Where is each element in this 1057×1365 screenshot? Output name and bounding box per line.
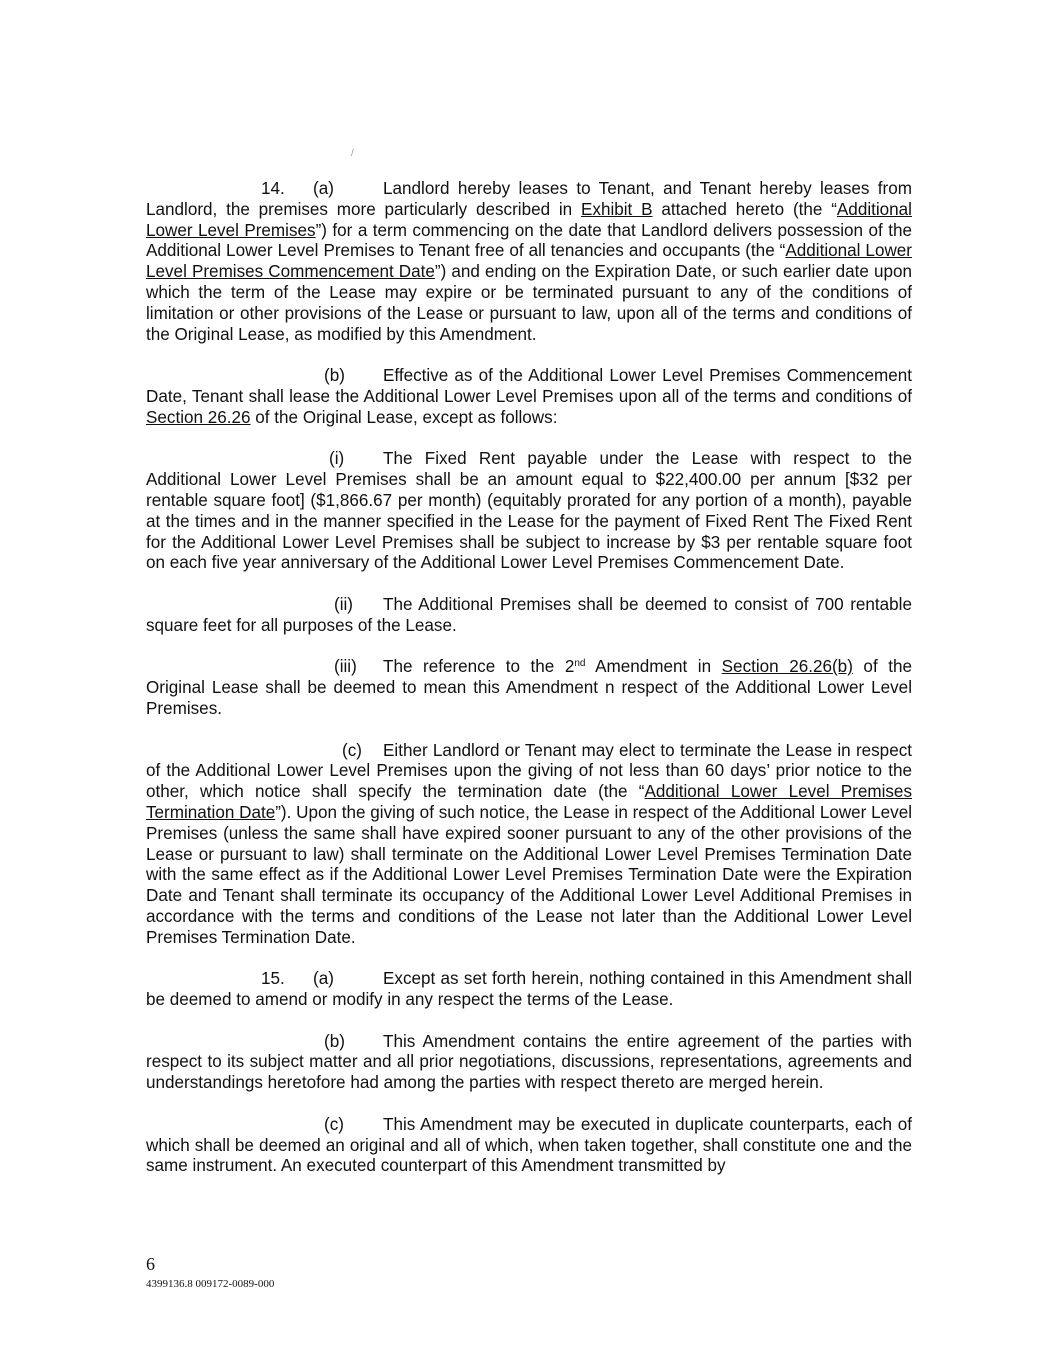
section-14a-label: (a) <box>313 179 334 198</box>
section-14b-iii-text-1: The reference to the 2 <box>383 657 575 677</box>
section-14b-paragraph <box>146 366 912 428</box>
page-number: 6 <box>146 1254 155 1274</box>
section-14c-text-1: Either Landlord or Tenant may elect to terminate the Lease in respect of the Additional Lower Level Premises upon the giving of not less than 60 days’ prior notice to the other, which notice shall specify the termination date (the “ <box>146 740 912 802</box>
section-15c-paragraph <box>146 1115 912 1177</box>
section-26-26b-reference: Section 26.26(b) <box>721 657 853 677</box>
section-14a-text-4: ”) and ending on the Expiration Date, or such earlier date upon which the term of the Lease may expire or be terminated pursuant to any of the conditions of limitation or other provisions of the Lease or pursuant to law, upon all of the terms and conditions of the Original Lease, as modified by this Amendment. <box>146 262 913 344</box>
section-15a-paragraph <box>146 969 912 1011</box>
section-14b-iii-text-2: Amendment in <box>585 657 722 677</box>
document-id: 4399136.8 009172-0089-000 <box>146 1278 275 1290</box>
section-14-number: 14. <box>261 179 285 198</box>
section-14b-iii-paragraph <box>146 657 912 719</box>
section-15c-text: This Amendment may be executed in duplicate counterparts, each of which shall be deemed an original and all of which, when taken together, shall constitute one and the same instrument. An executed counterpart of this Amendment transmitted by <box>146 1114 912 1176</box>
exhibit-b-reference: Exhibit B <box>581 199 653 219</box>
section-14b-ii-label: (ii) <box>334 594 353 614</box>
defined-term-additional-lower-level-premises: Additional Lower Level Premises <box>146 199 912 240</box>
section-15-number: 15. <box>261 969 285 989</box>
section-14a-text-1: Landlord hereby leases to Tenant, and Tenant hereby leases from Landlord, the premises more particularly described in <box>146 179 912 219</box>
section-14c-paragraph <box>146 741 912 949</box>
section-14b-iii-text-3: of the Original Lease shall be deemed to mean this Amendment n respect of the Additional Lower Level Premises. <box>146 657 912 718</box>
section-14b-label: (b) <box>324 366 345 386</box>
section-14b-i-label: (i) <box>329 449 345 469</box>
section-14c-text-2: ”). Upon the giving of such notice, the Lease in respect of the Additional Lower Level Premises (unless the same shall have expired sooner pursuant to any of the other provisions of the Lease or pursuant to law) shall terminate on the Additional Lower Level Premises Termination Date with the same effect as if the Additional Lower Level Premises Termination Date were the Expiration Date and Tenant shall terminate its occupancy of the Additional Lower Level Additional Premises in accordance with the terms and conditions of the Lease not later than the Additional Lower Level Premises Termination Date. <box>146 802 912 947</box>
defined-term-commencement-date: Additional Lower Level Premises Commencement Date <box>146 241 912 282</box>
page-footer <box>146 1254 274 1291</box>
section-15b-text: This Amendment contains the entire agreement of the parties with respect to its subject matter and all prior negotiations, discussions, representations, agreements and understandings heretofore had among the parties with respect thereto are merged herein. <box>146 1031 912 1093</box>
section-14a-text-3: ”) for a term commencing on the date that Landlord delivers possession of the Additional Lower Level Premises to Tenant free of all tenancies and occupants (the “ <box>146 220 912 261</box>
section-14b-i-paragraph <box>146 449 912 574</box>
section-14b-text-1: Effective as of the Additional Lower Level Premises Commencement Date, Tenant shall lease the Additional Lower Level Premises upon all of the terms and conditions of <box>146 366 912 406</box>
section-15a-text: Except as set forth herein, nothing contained in this Amendment shall be deemed to amend or modify in any respect the terms of the Lease. <box>146 969 912 1010</box>
defined-term-termination-date: Additional Lower Level Premises Termination Date <box>146 782 912 822</box>
section-14b-i-text: The Fixed Rent payable under the Lease with respect to the Additional Lower Level Premises shall be an amount equal to $22,400.00 per annum [$32 per rentable square foot] ($1,866.67 per month) (equitably prorated for any portion of a month), payable at the times and in the manner specified in the Lease for the payment of Fixed Rent The Fixed Rent for the Additional Lower Level Premises shall be subject to increase by $3 per rentable square foot on each five year anniversary of the Additional Lower Level Premises Commencement Date. <box>146 449 912 573</box>
document-body <box>146 179 912 1177</box>
section-14a-paragraph <box>146 179 912 345</box>
section-14b-iii-label: (iii) <box>334 657 357 677</box>
section-26-26-reference: Section 26.26 <box>146 407 251 427</box>
section-14b-ii-paragraph <box>146 595 912 637</box>
section-15c-label: (c) <box>324 1114 344 1134</box>
ordinal-superscript: nd <box>574 658 586 670</box>
section-14c-label: (c) <box>342 740 362 760</box>
section-15a-label: (a) <box>313 969 334 989</box>
stray-mark: / <box>351 148 354 159</box>
section-14a-text-2: attached hereto (the “ <box>652 199 837 219</box>
section-14b-text-2: of the Original Lease, except as follows: <box>250 407 558 427</box>
section-14b-ii-text: The Additional Premises shall be deemed to consist of 700 rentable square feet for all purposes of the Lease. <box>146 594 912 635</box>
section-15b-label: (b) <box>324 1031 345 1051</box>
section-15b-paragraph <box>146 1032 912 1094</box>
